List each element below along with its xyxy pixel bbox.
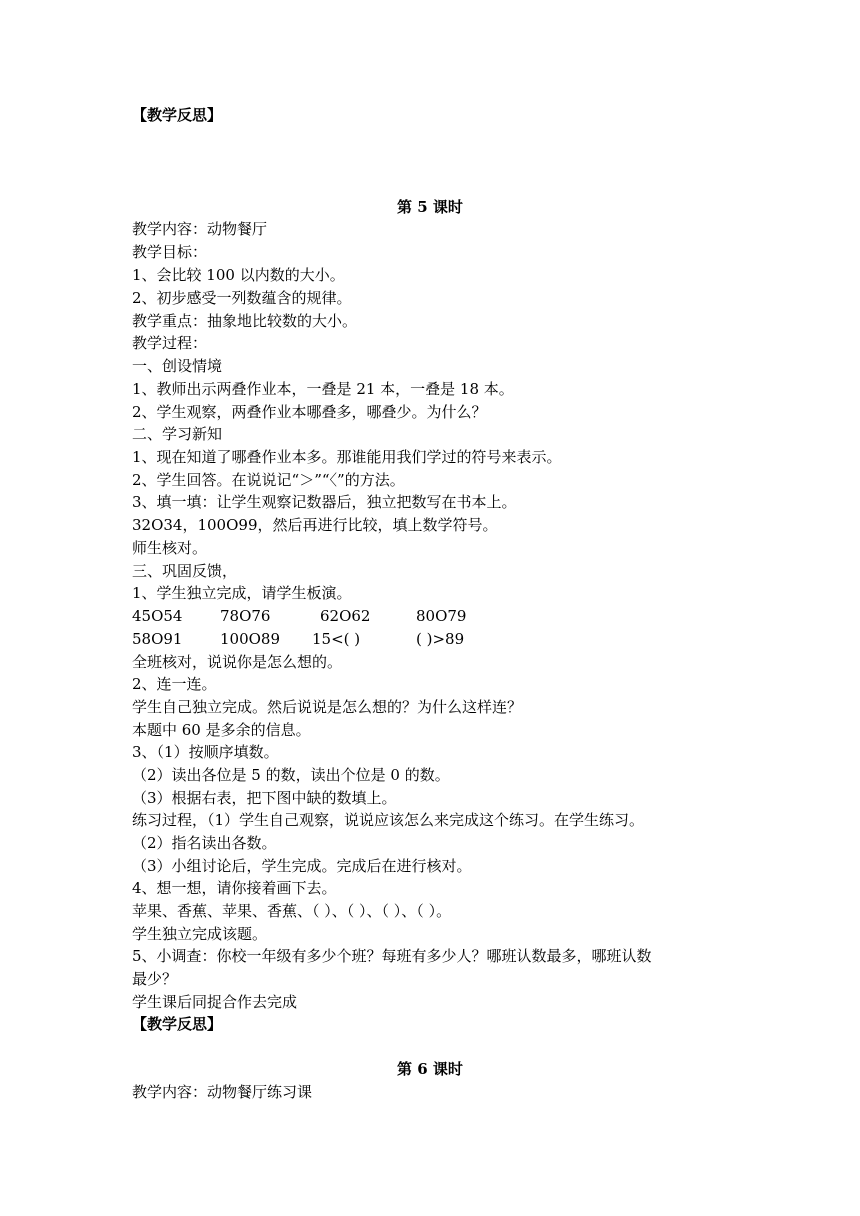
reflection-heading-top: 【教学反思】 — [132, 106, 223, 124]
section3-check: 全班核对，说说你是怎么想的。 — [132, 653, 343, 671]
section3-item2: 2、连一连。 — [132, 675, 217, 693]
section2-item1: 1、现在知道了哪叠作业本多。那谁能用我们学过的符号来表示。 — [132, 448, 562, 466]
exercise-cell: 58O91 — [132, 630, 183, 648]
section3-item3b: （3）根据右表，把下图中缺的数填上。 — [132, 789, 397, 807]
section3-item5b: 最少？ — [132, 970, 178, 988]
goal-2: 2、初步感受一列数蕴含的规律。 — [132, 289, 352, 307]
section1-item1: 1、教师出示两叠作业本，一叠是 21 本，一叠是 18 本。 — [132, 380, 514, 398]
section3-item3a: （2）读出各位是 5 的数，读出个位是 0 的数。 — [132, 766, 450, 784]
exercise-cell: 78O76 — [220, 607, 271, 625]
reflection-heading: 【教学反思】 — [132, 1015, 223, 1033]
section3-item1: 1、学生独立完成，请学生板演。 — [132, 584, 352, 602]
process-label: 教学过程： — [132, 334, 208, 352]
exercise-cell: 62O62 — [320, 607, 371, 625]
exercise-cell: ( )>89 — [416, 630, 465, 648]
exercise-cell: 100O89 — [220, 630, 281, 648]
section3-item3: 3、（1）按顺序填数。 — [132, 743, 279, 761]
section3-item3c: 练习过程，（1）学生自己观察，说说应该怎么来完成这个练习。在学生练习。 — [132, 811, 645, 829]
lesson5-title: 第 5 课时 — [397, 198, 463, 216]
lesson6-content: 教学内容：动物餐厅练习课 — [132, 1083, 313, 1101]
goal-1: 1、会比较 100 以内数的大小。 — [132, 266, 345, 284]
lesson6-title: 第 6 课时 — [397, 1060, 463, 1078]
section3-item5c: 学生课后同捉合作去完成 — [132, 993, 298, 1011]
lesson5-content: 教学内容：动物餐厅 — [132, 220, 268, 238]
section2-item4: 32O34，100O99，然后再进行比较，填上数学符号。 — [132, 516, 498, 534]
section3-item4b: 学生独立完成该题。 — [132, 925, 268, 943]
section3-item2a: 学生自己独立完成。然后说说是怎么想的？为什么这样连？ — [132, 698, 523, 716]
section1-title: 一、创设情境 — [132, 357, 223, 375]
section2-item2: 2、学生回答。在说说记“＞”“〈”的方法。 — [132, 471, 405, 489]
goals-label: 教学目标： — [132, 243, 208, 261]
section3-item2b: 本题中 60 是多余的信息。 — [132, 721, 311, 739]
section3-item4a: 苹果、香蕉、苹果、香蕉、（ ）、（ ）、（ ）、（ ）。 — [132, 902, 452, 920]
section2-item3: 3、填一填：让学生观察记数器后，独立把数写在书本上。 — [132, 493, 517, 511]
section1-item2: 2、学生观察，两叠作业本哪叠多，哪叠少。为什么？ — [132, 403, 487, 421]
section3-item3d: （2）指名读出各数。 — [132, 834, 277, 852]
exercise-cell: 45O54 — [132, 607, 183, 625]
section2-item5: 师生核对。 — [132, 539, 208, 557]
focus: 教学重点：抽象地比较数的大小。 — [132, 312, 358, 330]
section3-item4: 4、想一想，请你接着画下去。 — [132, 879, 337, 897]
section3-title: 三、巩固反馈， — [132, 562, 238, 580]
section2-title: 二、学习新知 — [132, 425, 223, 443]
exercise-cell: 15<( ) — [312, 630, 361, 648]
section3-item5: 5、小调查：你校一年级有多少个班？每班有多少人？哪班认数最多，哪班认数 — [132, 947, 652, 965]
exercise-cell: 80O79 — [416, 607, 467, 625]
section3-item3e: （3）小组讨论后，学生完成。完成后在进行核对。 — [132, 857, 472, 875]
